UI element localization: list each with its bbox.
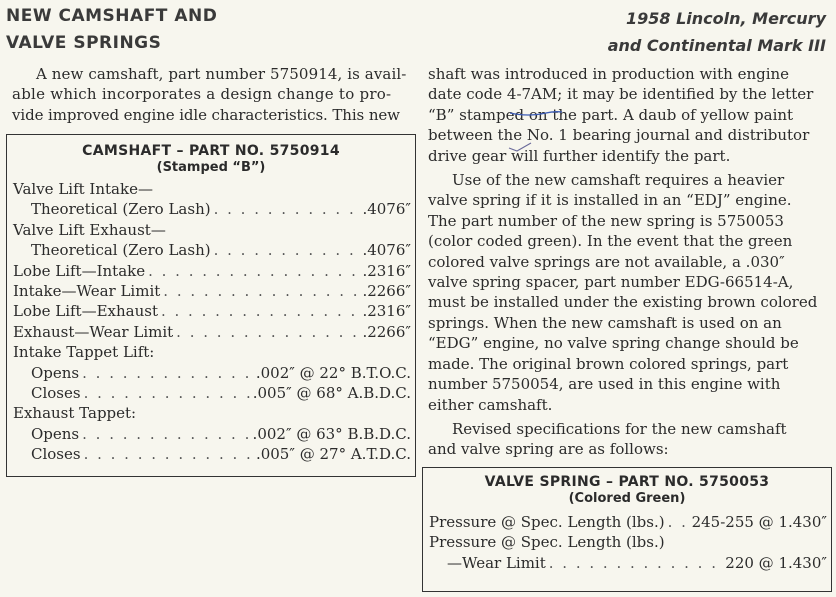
spec-row bbox=[429, 512, 827, 532]
spec-row bbox=[13, 301, 411, 321]
spec-value: .005″ @ 68° A.B.D.C. bbox=[252, 383, 411, 402]
leader-dots bbox=[173, 322, 362, 342]
body-line: valve spring spacer, part number EDG-66514-A, bbox=[428, 273, 794, 292]
body-line: number 5750054, are used in this engine with bbox=[428, 375, 781, 394]
spec-value: .005″ @ 27° A.T.D.C. bbox=[255, 445, 411, 464]
spec-label: Opens bbox=[31, 424, 80, 443]
body-line: springs. When the new camshaft is used on an bbox=[428, 313, 782, 332]
body-line: “EDG” engine, no valve spring change should be bbox=[428, 334, 799, 353]
spec-row bbox=[429, 532, 827, 552]
spring-box-title: VALVE SPRING – PART NO. 5750053 bbox=[484, 474, 770, 490]
body-line: Use of the new camshaft requires a heavier bbox=[452, 171, 785, 190]
spec-row bbox=[13, 363, 411, 383]
body-text bbox=[428, 64, 828, 460]
spec-row bbox=[13, 281, 411, 301]
intro-paragraph bbox=[12, 64, 410, 125]
leader-dots bbox=[211, 240, 363, 260]
body-line: colored valve springs are not available, a .030″ bbox=[428, 252, 785, 271]
spec-value: .4076″ bbox=[362, 200, 411, 219]
spec-row bbox=[13, 220, 411, 240]
body-line: Revised specifications for the new camshaft bbox=[452, 419, 787, 438]
camshaft-box-subtitle: (Stamped “B”) bbox=[156, 160, 266, 175]
spec-row bbox=[429, 553, 827, 573]
spec-row bbox=[13, 424, 411, 444]
spec-label: Exhaust Tappet: bbox=[13, 404, 137, 423]
leader-dots bbox=[145, 261, 362, 281]
leader-dots bbox=[160, 281, 362, 301]
spec-value: 220 @ 1.430″ bbox=[725, 553, 827, 572]
camshaft-spec-list bbox=[7, 179, 415, 464]
spec-value: 245-255 @ 1.430″ bbox=[691, 513, 827, 531]
spec-row bbox=[13, 240, 411, 260]
leader-dots bbox=[211, 199, 363, 219]
spec-label: Theoretical (Zero Lash) bbox=[31, 200, 211, 219]
spec-row bbox=[13, 322, 411, 342]
pen-check-mark bbox=[505, 140, 539, 154]
title-line-2: VALVE SPRINGS bbox=[6, 33, 162, 53]
spring-spec-list bbox=[423, 512, 831, 573]
body-line: (color coded green). In the event that the green bbox=[428, 232, 793, 251]
spec-label: Closes bbox=[31, 383, 81, 402]
spec-label: Lobe Lift—Exhaust bbox=[13, 302, 158, 321]
spec-label: Pressure @ Spec. Length (lbs.) bbox=[429, 533, 665, 552]
valve-spring-spec-box bbox=[422, 467, 832, 592]
body-line: valve spring if it is installed in an “EDJ” engine. bbox=[428, 191, 792, 210]
leader-dots bbox=[158, 301, 362, 321]
spec-label: Pressure @ Spec. Length (lbs.) bbox=[429, 513, 665, 531]
spec-label: Opens bbox=[31, 363, 80, 382]
spec-value: .2316″ bbox=[362, 302, 411, 321]
body-line: The part number of the new spring is 5750053 bbox=[428, 211, 784, 230]
body-line: drive gear will further identify the part. bbox=[428, 146, 731, 165]
body-line: must be installed under the existing brown colored bbox=[428, 293, 818, 312]
spec-value: .2316″ bbox=[362, 261, 411, 280]
vehicle-line-2: and Continental Mark III bbox=[607, 36, 826, 55]
leader-dots bbox=[665, 512, 692, 532]
spec-value: .002″ @ 63° B.B.D.C. bbox=[252, 424, 411, 443]
spec-label: Lobe Lift—Intake bbox=[13, 261, 146, 280]
spec-value: .2266″ bbox=[362, 322, 411, 341]
spec-label: Intake—Wear Limit bbox=[13, 281, 161, 300]
leader-dots bbox=[79, 363, 256, 383]
intro-line: able which incorporates a design change to pro- bbox=[12, 85, 392, 104]
spec-value: .2266″ bbox=[362, 281, 411, 300]
spec-label: —Wear Limit bbox=[447, 553, 546, 572]
spec-label: Exhaust—Wear Limit bbox=[13, 322, 174, 341]
spec-value: .4076″ bbox=[362, 241, 411, 260]
spec-row bbox=[13, 444, 411, 464]
spring-box-subtitle: (Colored Green) bbox=[568, 491, 686, 506]
camshaft-box-title: CAMSHAFT – PART NO. 5750914 bbox=[82, 143, 340, 159]
spec-value: .002″ @ 22° B.T.O.C. bbox=[255, 363, 411, 382]
spec-label: Closes bbox=[31, 445, 81, 464]
pen-underline-mark bbox=[508, 100, 566, 120]
spec-row bbox=[13, 342, 411, 362]
body-line: and valve spring are as follows: bbox=[428, 440, 669, 459]
spec-label: Theoretical (Zero Lash) bbox=[31, 241, 211, 260]
spec-row bbox=[13, 199, 411, 219]
vehicle-line-1: 1958 Lincoln, Mercury bbox=[625, 9, 826, 28]
leader-dots bbox=[81, 444, 256, 464]
intro-line: A new camshaft, part number 5750914, is avail- bbox=[36, 65, 407, 83]
vehicle-heading bbox=[608, 5, 826, 59]
spec-label: Valve Lift Exhaust— bbox=[13, 220, 166, 239]
leader-dots bbox=[79, 424, 252, 444]
body-line: made. The original brown colored springs, part bbox=[428, 354, 789, 373]
article-title bbox=[6, 3, 217, 57]
spec-row bbox=[13, 403, 411, 423]
body-line: between the No. 1 bearing journal and distributor bbox=[428, 126, 810, 145]
body-line: either camshaft. bbox=[428, 395, 553, 414]
body-line: “B” stamped on the part. A daub of yellow paint bbox=[428, 105, 794, 124]
spec-label: Valve Lift Intake— bbox=[13, 180, 153, 198]
camshaft-spec-box bbox=[6, 134, 416, 477]
spec-label: Intake Tappet Lift: bbox=[13, 343, 155, 362]
title-line-1: NEW CAMSHAFT AND bbox=[6, 6, 218, 26]
body-line: shaft was introduced in production with engine bbox=[428, 65, 790, 83]
spec-row bbox=[13, 261, 411, 281]
body-line: date code 4-7AM; it may be identified by the letter bbox=[428, 85, 814, 104]
intro-line: vide improved engine idle characteristics. This new bbox=[12, 105, 400, 124]
leader-dots bbox=[81, 383, 253, 403]
spec-row bbox=[13, 383, 411, 403]
spec-row bbox=[13, 179, 411, 199]
leader-dots bbox=[546, 553, 726, 573]
